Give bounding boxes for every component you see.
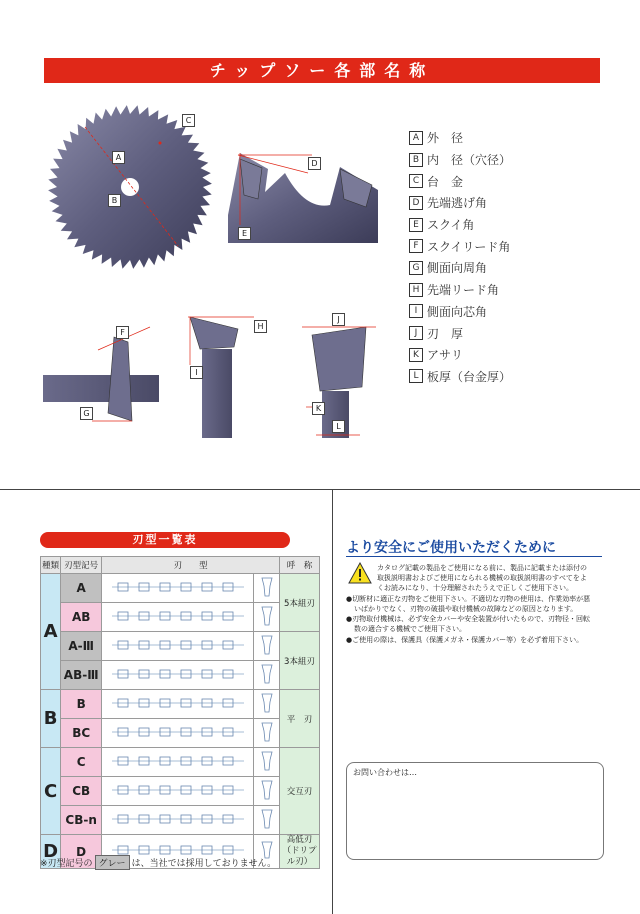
- table-row: [41, 748, 320, 777]
- call-cell: 3本組刃: [280, 632, 320, 690]
- code-cell: BC: [61, 719, 102, 748]
- callout-b: B: [108, 194, 121, 207]
- header-code: 刃型記号: [61, 557, 102, 574]
- list-item: L 板厚（台金厚）: [409, 366, 609, 388]
- table-row: [41, 603, 320, 632]
- callout-j: J: [332, 313, 345, 326]
- callout-f: F: [116, 326, 129, 339]
- code-cell: A: [61, 574, 102, 603]
- safety-rule: [346, 556, 602, 557]
- callout-l: L: [332, 420, 345, 433]
- callout-k: K: [312, 402, 325, 415]
- tooth-profile: [254, 603, 280, 632]
- list-item: K アサリ: [409, 344, 609, 366]
- table-row: [41, 632, 320, 661]
- call-cell: 交互刃: [280, 748, 320, 835]
- table-row: [41, 574, 320, 603]
- table-note: ※刃型記号の グレー は、当社では採用しておりません。: [40, 855, 276, 870]
- table-row: [41, 777, 320, 806]
- callout-h: H: [254, 320, 267, 333]
- table-row: [41, 806, 320, 835]
- list-item: H 先端リード角: [409, 279, 609, 301]
- tooth-shape: [102, 806, 254, 835]
- tooth-shape: [102, 661, 254, 690]
- tooth-shape: [102, 632, 254, 661]
- warning-icon: [348, 562, 372, 584]
- code-cell: CB-n: [61, 806, 102, 835]
- inquiry-box: [346, 762, 604, 860]
- call-cell: 5本組刃: [280, 574, 320, 632]
- group-c: C: [41, 748, 61, 835]
- code-cell: CB: [61, 777, 102, 806]
- tooth-profile: [254, 661, 280, 690]
- header-call: 呼 称: [280, 557, 320, 574]
- group-a: A: [41, 574, 61, 690]
- code-cell: A-Ⅲ: [61, 632, 102, 661]
- group-d: D: [41, 835, 61, 869]
- horizontal-divider: [0, 489, 640, 490]
- tooth-profile: [254, 690, 280, 719]
- tooth-profile: [254, 777, 280, 806]
- table-row: [41, 690, 320, 719]
- tooth-profile: [254, 806, 280, 835]
- callout-e: E: [238, 227, 251, 240]
- tooth-shape: [102, 777, 254, 806]
- header-shape: 刃 型: [102, 557, 280, 574]
- group-b: B: [41, 690, 61, 748]
- table-title: 刃型一覧表: [40, 532, 290, 548]
- safety-line: ●切断材に適正な刃物をご使用下さい。不適切な刃物の使用は、作業効率が悪: [346, 595, 591, 603]
- list-item: B 内 径（穴径）: [409, 149, 609, 171]
- callout-i: I: [190, 366, 203, 379]
- tooth-shape: [102, 690, 254, 719]
- blade-type-table: [40, 556, 320, 869]
- side-view-fg-illustration: [43, 327, 159, 421]
- callout-c: C: [182, 114, 195, 127]
- tooth-profile: [254, 632, 280, 661]
- call-cell: 高低刃 （ドリプル刃）: [280, 835, 320, 869]
- callout-a: A: [112, 151, 125, 164]
- blade-diagrams: [0, 95, 400, 455]
- list-item: J 刃 厚: [409, 322, 609, 344]
- code-cell: AB: [61, 603, 102, 632]
- callout-d: D: [308, 157, 321, 170]
- parts-list: [409, 127, 609, 387]
- callout-g: G: [80, 407, 93, 420]
- tooth-shape: [102, 719, 254, 748]
- table-row: [41, 661, 320, 690]
- safety-line: ●ご使用の際は、保護具（保護メガネ・保護カバー等）を必ず着用下さい。: [346, 636, 584, 644]
- code-cell: C: [61, 748, 102, 777]
- list-item: C 台 金: [409, 170, 609, 192]
- safety-title: より安全にご使用いただくために: [346, 540, 556, 556]
- safety-line: いばかりでなく、刃物の破損や取付機械の故障などの原因となります。: [354, 605, 578, 613]
- tooth-profile: [254, 574, 280, 603]
- code-cell: AB-Ⅲ: [61, 661, 102, 690]
- tooth-shape: [102, 574, 254, 603]
- tooth-profile: [254, 719, 280, 748]
- table-header-row: [41, 557, 320, 574]
- tooth-shape: [102, 603, 254, 632]
- header-kind: 種類: [41, 557, 61, 574]
- safety-line: カタログ記載の製品をご使用になる前に、製品に記載または添付の: [377, 564, 587, 572]
- vertical-divider: [332, 489, 333, 914]
- list-item: I 側面向芯角: [409, 301, 609, 323]
- list-item: A 外 径: [409, 127, 609, 149]
- code-cell: D: [61, 835, 102, 869]
- safety-line: 取扱説明書およびご使用になられる機械の取扱説明書のすべてをよ: [377, 574, 587, 582]
- inquiry-label: お問い合わせは…: [353, 768, 417, 777]
- safety-line: ●刃物取付機械は、必ず安全カバーや安全装置が付いたもので、刃物径・回転: [346, 615, 590, 623]
- list-item: D 先端逃げ角: [409, 192, 609, 214]
- safety-line: くお読みになり、十分理解されたうえで正しくご使用下さい。: [377, 584, 573, 592]
- page-banner: チップソー各部名称: [44, 58, 600, 83]
- code-cell: B: [61, 690, 102, 719]
- tooth-shape: [102, 748, 254, 777]
- list-item: E スクイ角: [409, 214, 609, 236]
- list-item: F スクイリード角: [409, 235, 609, 257]
- safety-line: 数の適合する機械でご使用下さい。: [354, 625, 466, 633]
- table-row: [41, 719, 320, 748]
- call-cell: 平 刃: [280, 690, 320, 748]
- tooth-profile: [254, 748, 280, 777]
- list-item: G 側面向周角: [409, 257, 609, 279]
- saw-disc-illustration: [48, 105, 212, 269]
